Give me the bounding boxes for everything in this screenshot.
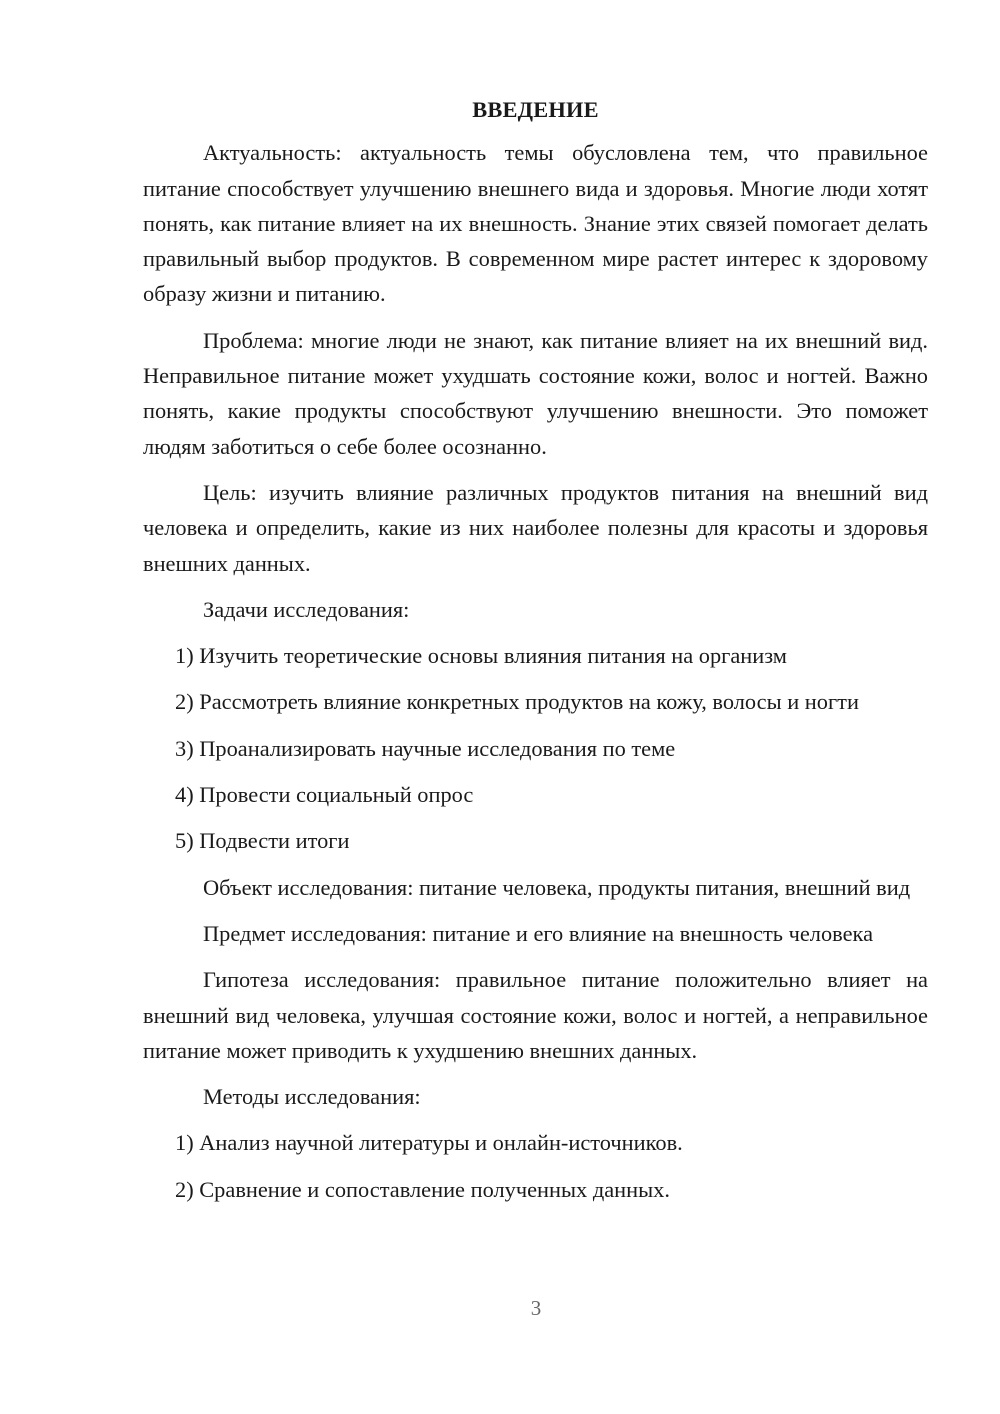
task-item-2: 2) Рассмотреть влияние конкретных продуктов на кожу, волосы и ногти [175, 689, 859, 715]
methods-heading: Методы исследования: [203, 1084, 421, 1110]
page-number: 3 [530, 1296, 542, 1320]
hypothesis-paragraph: Гипотеза исследования: правильное питание положительно влияет на внешний вид человека, улучшая состояние кожи, волос и ногтей, а неправильное питание может приводить к ухудшению внешних данных. [143, 967, 928, 1063]
method-item-2: 2) Сравнение и сопоставление полученных данных. [175, 1176, 670, 1202]
task-item-3: 3) Проанализировать научные исследования по теме [175, 735, 676, 761]
goal-paragraph: Цель: изучить влияние различных продуктов питания на внешний вид человека и определить, какие из них наиболее полезны для красоты и здоровья внешних данных. [143, 479, 928, 576]
relevance-paragraph: Актуальность: актуальность темы обусловлена тем, что правильное питание способствует улучшению внешнего вида и здоровья. Многие люди хотят понять, как питание влияет на их внешность. Знание этих связей помогает делать правильный выбор продуктов. В современном мире растет интерес к здоровому образу жизни и питанию. [143, 140, 928, 307]
method-item-1: 1) Анализ научной литературы и онлайн-источников. [175, 1130, 683, 1156]
section-title: ВВЕДЕНИЕ [472, 97, 599, 122]
object-paragraph: Объект исследования: питание человека, продукты питания, внешний вид [203, 874, 911, 900]
tasks-heading: Задачи исследования: [203, 596, 410, 622]
subject-paragraph: Предмет исследования: питание и его влияние на внешность человека [203, 920, 874, 946]
document-page [143, 92, 928, 1218]
task-item-1: 1) Изучить теоретические основы влияния питания на организм [175, 643, 787, 669]
task-item-5: 5) Подвести итоги [175, 828, 350, 854]
problem-paragraph: Проблема: многие люди не знают, как питание влияет на их внешний вид. Неправильное питание может ухудшать состояние кожи, волос и ногтей. Важно понять, какие продукты способствуют улучшению внешности. Это поможет людям заботиться о себе более осознанно. [143, 327, 928, 459]
task-item-4: 4) Провести социальный опрос [175, 782, 474, 808]
